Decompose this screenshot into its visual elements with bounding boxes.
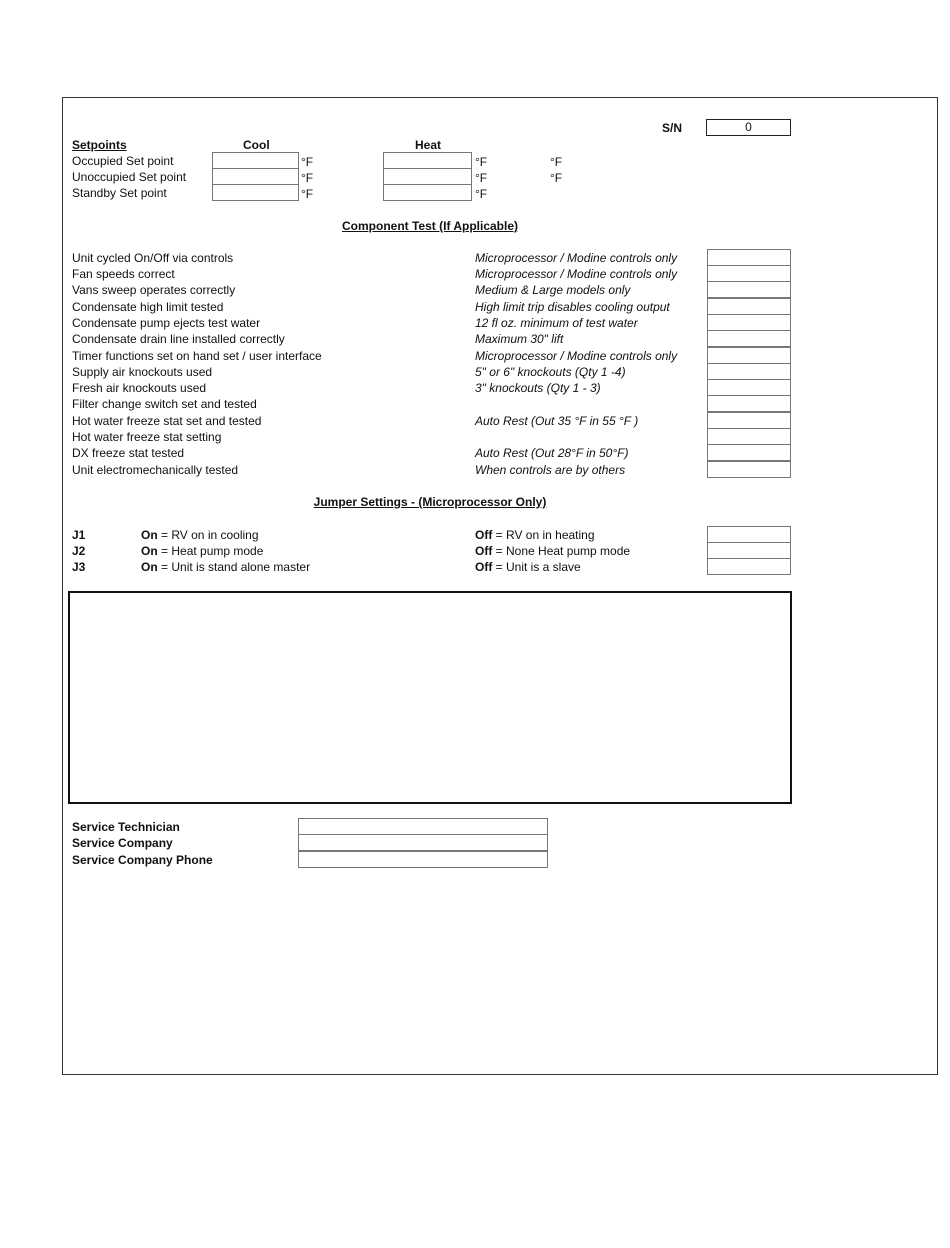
off-text: = None Heat pump mode <box>492 544 631 558</box>
cool-unit-label: °F <box>301 155 314 169</box>
component-note: Auto Rest (Out 35 °F in 55 °F ) <box>475 414 639 428</box>
component-label: Fan speeds correct <box>72 267 175 281</box>
component-label: Vans sweep operates correctly <box>72 283 236 297</box>
jumper-id: J2 <box>72 544 86 558</box>
off-text: = RV on in heating <box>492 528 595 542</box>
component-check-input[interactable] <box>707 265 791 282</box>
jumper-off-desc <box>475 559 581 575</box>
cool-standby-input[interactable] <box>212 184 299 201</box>
component-label: DX freeze stat tested <box>72 446 185 460</box>
component-note: 5" or 6" knockouts (Qty 1 -4) <box>475 365 626 379</box>
heat-unit-label: °F <box>475 171 488 185</box>
component-test-title: Component Test (If Applicable) <box>342 219 518 233</box>
component-check-input[interactable] <box>707 330 791 347</box>
form-frame <box>62 97 938 1075</box>
jumper-on-desc <box>141 559 310 575</box>
service-company-input[interactable] <box>298 834 548 851</box>
jumper-off-desc <box>475 527 595 543</box>
heat-unit-label: °F <box>475 187 488 201</box>
component-check-input[interactable] <box>707 395 791 412</box>
component-check-input[interactable] <box>707 444 791 461</box>
off-keyword: Off <box>475 560 493 574</box>
component-note: High limit trip disables cooling output <box>475 300 670 314</box>
cool-unit-label: °F <box>301 187 314 201</box>
component-check-input[interactable] <box>707 298 791 315</box>
heat-unoccupied-input[interactable] <box>383 168 472 185</box>
jumper-on-desc <box>141 543 263 559</box>
component-note: Medium & Large models only <box>475 283 631 297</box>
notes-textarea[interactable] <box>68 591 792 804</box>
sn-label: S/N <box>662 121 683 135</box>
extra-unit-label: °F <box>550 155 563 169</box>
component-label: Timer functions set on hand set / user interface <box>72 349 322 363</box>
component-label: Fresh air knockouts used <box>72 381 207 395</box>
component-check-input[interactable] <box>707 379 791 396</box>
component-label: Condensate pump ejects test water <box>72 316 261 330</box>
service-company-phone-label: Service Company Phone <box>72 853 213 867</box>
heat-occupied-input[interactable] <box>383 152 472 169</box>
component-check-input[interactable] <box>707 428 791 445</box>
component-label: Hot water freeze stat setting <box>72 430 222 444</box>
jumper-settings-title: Jumper Settings - (Microprocessor Only) <box>313 495 547 509</box>
on-text: = Unit is stand alone master <box>157 560 311 574</box>
on-text: = RV on in cooling <box>157 528 259 542</box>
jumper-setting-input[interactable] <box>707 526 791 543</box>
component-label: Unit electromechanically tested <box>72 463 239 477</box>
component-note: Microprocessor / Modine controls only <box>475 251 678 265</box>
component-note: When controls are by others <box>475 463 626 477</box>
setpoint-label-occupied: Occupied Set point <box>72 154 174 168</box>
component-label: Unit cycled On/Off via controls <box>72 251 234 265</box>
component-note: 12 fl oz. minimum of test water <box>475 316 638 330</box>
component-label: Hot water freeze stat set and tested <box>72 414 262 428</box>
component-note: Auto Rest (Out 28°F in 50°F) <box>475 446 629 460</box>
service-technician-input[interactable] <box>298 818 548 835</box>
off-keyword: Off <box>475 544 493 558</box>
heat-standby-input[interactable] <box>383 184 472 201</box>
component-label: Filter change switch set and tested <box>72 397 257 411</box>
component-note: Microprocessor / Modine controls only <box>475 349 678 363</box>
component-label: Supply air knockouts used <box>72 365 213 379</box>
component-check-input[interactable] <box>707 363 791 380</box>
component-label: Condensate high limit tested <box>72 300 224 314</box>
on-keyword: On <box>141 528 158 542</box>
cool-occupied-input[interactable] <box>212 152 299 169</box>
component-note: Maximum 30" lift <box>475 332 564 346</box>
on-text: = Heat pump mode <box>157 544 264 558</box>
service-technician-label: Service Technician <box>72 820 180 834</box>
cool-column-label: Cool <box>243 138 270 152</box>
setpoint-label-standby: Standby Set point <box>72 186 167 200</box>
on-keyword: On <box>141 544 158 558</box>
off-keyword: Off <box>475 528 493 542</box>
jumper-setting-input[interactable] <box>707 542 791 559</box>
service-company-label: Service Company <box>72 836 173 850</box>
component-check-input[interactable] <box>707 347 791 364</box>
on-keyword: On <box>141 560 158 574</box>
jumper-id: J1 <box>72 528 86 542</box>
component-check-input[interactable] <box>707 461 791 478</box>
extra-unit-label: °F <box>550 171 563 185</box>
cool-unoccupied-input[interactable] <box>212 168 299 185</box>
component-note: Microprocessor / Modine controls only <box>475 267 678 281</box>
jumper-id: J3 <box>72 560 86 574</box>
service-company-phone-input[interactable] <box>298 851 548 868</box>
heat-unit-label: °F <box>475 155 488 169</box>
jumper-on-desc <box>141 527 259 543</box>
setpoints-title: Setpoints <box>72 138 127 152</box>
component-check-input[interactable] <box>707 281 791 298</box>
sn-field[interactable]: 0 <box>706 119 791 136</box>
jumper-off-desc <box>475 543 630 559</box>
setpoint-label-unoccupied: Unoccupied Set point <box>72 170 187 184</box>
component-check-input[interactable] <box>707 314 791 331</box>
component-check-input[interactable] <box>707 412 791 429</box>
component-note: 3" knockouts (Qty 1 - 3) <box>475 381 601 395</box>
cool-unit-label: °F <box>301 171 314 185</box>
off-text: = Unit is a slave <box>492 560 581 574</box>
heat-column-label: Heat <box>415 138 442 152</box>
jumper-setting-input[interactable] <box>707 558 791 575</box>
component-check-input[interactable] <box>707 249 791 266</box>
component-label: Condensate drain line installed correctly <box>72 332 285 346</box>
